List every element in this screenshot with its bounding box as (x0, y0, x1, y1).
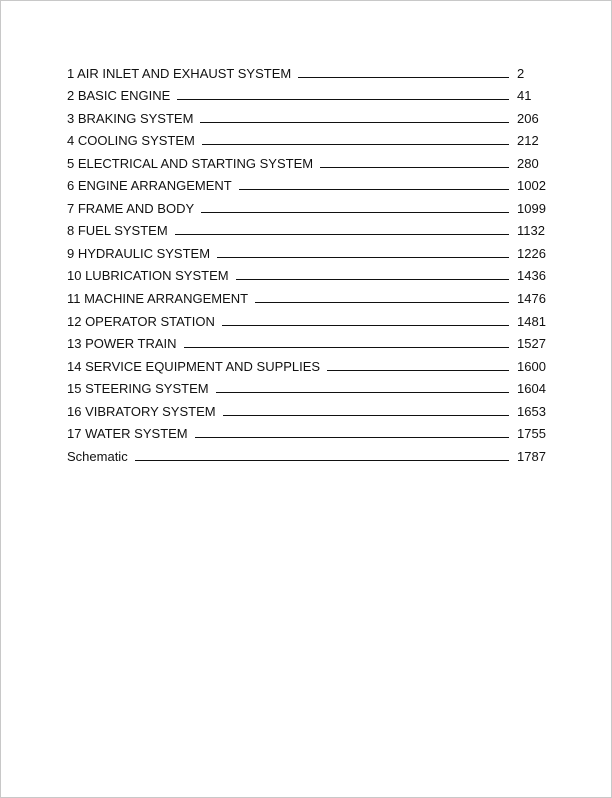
toc-entry-page: 1481 (517, 313, 546, 329)
toc-entry-page: 1436 (517, 268, 546, 284)
toc-entry-page: 1600 (517, 358, 546, 374)
toc-entry[interactable] (67, 283, 551, 306)
toc-entry[interactable] (67, 441, 551, 464)
toc-entry[interactable] (67, 238, 551, 261)
toc-leader-line (200, 122, 509, 123)
toc-entry-page: 1787 (517, 448, 546, 464)
toc-entry[interactable] (67, 126, 551, 149)
toc-entry-title: 11 MACHINE ARRANGEMENT (67, 291, 249, 307)
toc-leader-line (184, 347, 509, 348)
toc-entry-page: 1476 (517, 291, 546, 307)
toc-leader-line (195, 437, 509, 438)
toc-entry-page: 1099 (517, 200, 546, 216)
toc-leader-line (201, 212, 509, 213)
toc-entry-title: Schematic (67, 448, 128, 464)
toc-entry-title: 3 BRAKING SYSTEM (67, 110, 194, 126)
toc-entry[interactable] (67, 58, 551, 81)
toc-leader-line (222, 325, 509, 326)
toc-entry-page: 2 (517, 65, 525, 81)
toc-leader-line (135, 460, 509, 461)
toc-entry[interactable] (67, 216, 551, 239)
toc-entry-page: 1527 (517, 336, 546, 352)
toc-entry[interactable] (67, 261, 551, 284)
toc-entry-title: 5 ELECTRICAL AND STARTING SYSTEM (67, 155, 314, 171)
toc-leader-line (255, 302, 509, 303)
toc-leader-line (175, 234, 509, 235)
toc-entry[interactable] (67, 396, 551, 419)
toc-entry-page: 1653 (517, 403, 546, 419)
toc-leader-line (327, 370, 509, 371)
toc-entry-title: 4 COOLING SYSTEM (67, 133, 195, 149)
toc-entry[interactable] (67, 306, 551, 329)
toc-entry-title: 10 LUBRICATION SYSTEM (67, 268, 229, 284)
toc-entry-title: 14 SERVICE EQUIPMENT AND SUPPLIES (67, 358, 321, 374)
toc-entry[interactable] (67, 193, 551, 216)
toc-entry-title: 9 HYDRAULIC SYSTEM (67, 245, 211, 261)
toc-entry[interactable] (67, 103, 551, 126)
toc-entry-title: 1 AIR INLET AND EXHAUST SYSTEM (67, 65, 292, 81)
toc-entry-page: 41 (517, 88, 532, 104)
toc-leader-line (236, 279, 509, 280)
toc-entry[interactable] (67, 351, 551, 374)
toc-entry-title: 15 STEERING SYSTEM (67, 381, 209, 397)
toc-leader-line (216, 392, 509, 393)
toc-entry-title: 16 VIBRATORY SYSTEM (67, 403, 216, 419)
toc-entry[interactable] (67, 329, 551, 352)
toc-leader-line (177, 99, 509, 100)
toc-entry-page: 1604 (517, 381, 546, 397)
toc-entry[interactable] (67, 148, 551, 171)
toc-entry-page: 206 (517, 110, 539, 126)
toc-leader-line (223, 415, 509, 416)
toc-leader-line (217, 257, 509, 258)
toc-entry-page: 212 (517, 133, 539, 149)
toc-leader-line (320, 167, 509, 168)
toc-entry[interactable] (67, 374, 551, 397)
toc-leader-line (239, 189, 509, 190)
toc-entry-title: 13 POWER TRAIN (67, 336, 177, 352)
toc-leader-line (298, 77, 509, 78)
toc-entry-title: 8 FUEL SYSTEM (67, 223, 168, 239)
toc-entry-page: 1002 (517, 178, 546, 194)
toc-entry[interactable] (67, 419, 551, 442)
toc-entry-page: 1755 (517, 426, 546, 442)
table-of-contents (67, 58, 551, 464)
toc-entry[interactable] (67, 81, 551, 104)
toc-entry-page: 1226 (517, 245, 546, 261)
toc-entry[interactable] (67, 171, 551, 194)
toc-leader-line (202, 144, 509, 145)
toc-entry-title: 2 BASIC ENGINE (67, 88, 171, 104)
toc-entry-page: 1132 (517, 223, 545, 239)
toc-entry-page: 280 (517, 155, 539, 171)
toc-entry-title: 12 OPERATOR STATION (67, 313, 215, 329)
toc-entry-title: 7 FRAME AND BODY (67, 200, 195, 216)
toc-entry-title: 6 ENGINE ARRANGEMENT (67, 178, 232, 194)
toc-entry-title: 17 WATER SYSTEM (67, 426, 188, 442)
